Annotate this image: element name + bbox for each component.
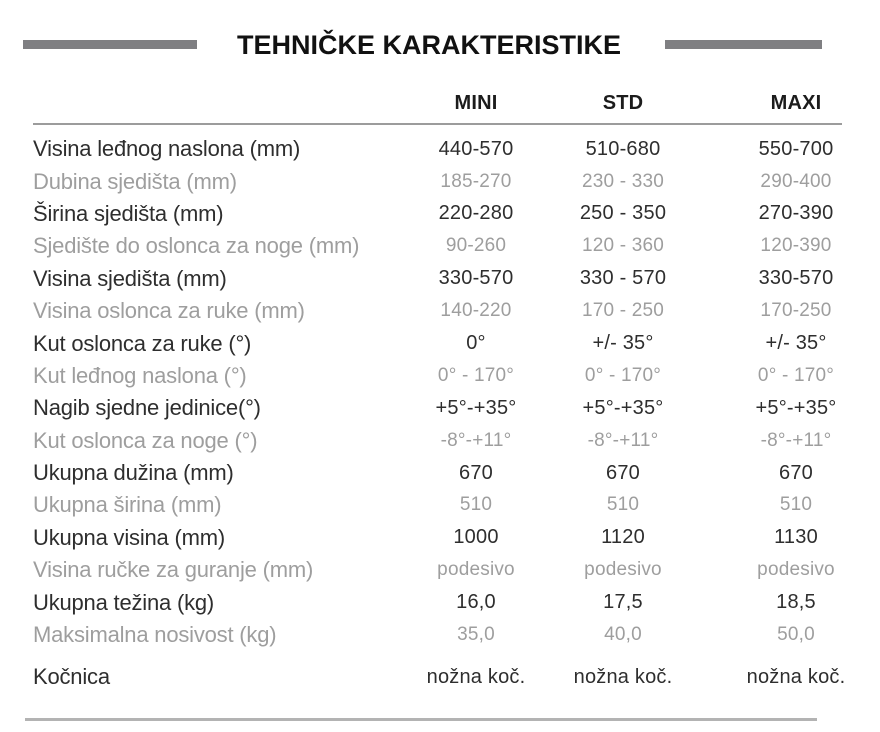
table-row	[33, 489, 880, 521]
row-label: Ukupna širina (mm)	[33, 492, 222, 518]
value-mini: 330-570	[438, 267, 514, 290]
value-std: +/- 35°	[592, 332, 654, 355]
value-std: podesivo	[584, 559, 662, 581]
value-std: 40,0	[604, 624, 642, 646]
column-header-std: STD	[602, 91, 644, 114]
table-row	[33, 661, 880, 693]
table-row	[33, 360, 880, 392]
row-label: Visina oslonca za ruke (mm)	[33, 298, 305, 324]
value-mini: +5°-+35°	[435, 396, 517, 419]
table-row	[33, 263, 880, 295]
value-mini: 0° - 170°	[437, 364, 515, 386]
table-row	[33, 554, 880, 586]
header-divider	[33, 123, 842, 125]
value-mini: 0°	[466, 332, 486, 355]
value-maxi: 510	[779, 494, 813, 516]
table-row	[33, 198, 880, 230]
row-label: Visina sjedišta (mm)	[33, 265, 227, 291]
value-mini: nožna koč.	[426, 665, 526, 688]
value-mini: 440-570	[438, 137, 514, 160]
table-row	[33, 522, 880, 554]
table-row	[33, 619, 880, 651]
value-std: 330 - 570	[579, 267, 667, 290]
value-std: 510	[606, 494, 640, 516]
value-mini: -8°-+11°	[440, 429, 512, 451]
row-label: Kut oslonca za noge (°)	[33, 427, 258, 453]
value-maxi: 50,0	[777, 624, 815, 646]
value-mini: 670	[459, 461, 493, 484]
row-label: Visina ručke za guranje (mm)	[33, 557, 314, 583]
value-maxi: 18,5	[776, 591, 816, 614]
row-label: Maksimalna nosivost (kg)	[33, 622, 277, 648]
column-header-mini: MINI	[454, 91, 498, 114]
value-maxi: -8°-+11°	[760, 429, 832, 451]
value-mini: 90-260	[445, 235, 507, 257]
row-label: Sjedište do oslonca za noge (mm)	[33, 233, 360, 259]
value-std: 510-680	[585, 137, 661, 160]
table-row	[33, 295, 880, 327]
value-std: +5°-+35°	[582, 396, 664, 419]
row-label: Kočnica	[33, 664, 110, 690]
value-mini: 140-220	[440, 300, 512, 322]
value-maxi: 0° - 170°	[757, 364, 835, 386]
value-maxi: 1130	[774, 526, 818, 549]
value-maxi: 330-570	[758, 267, 834, 290]
value-maxi: nožna koč.	[746, 665, 846, 688]
value-maxi: 270-390	[758, 202, 834, 225]
row-label: Dubina sjedišta (mm)	[33, 168, 237, 194]
row-label: Ukupna težina (kg)	[33, 589, 215, 615]
table-row	[33, 230, 880, 262]
value-mini: 220-280	[438, 202, 514, 225]
row-label: Kut leđnog naslona (°)	[33, 362, 247, 388]
row-label: Visina leđnog naslona (mm)	[33, 136, 301, 162]
value-std: 1120	[601, 526, 645, 549]
table-row	[33, 392, 880, 424]
row-label: Ukupna visina (mm)	[33, 524, 226, 550]
value-maxi: +/- 35°	[765, 332, 827, 355]
row-label: Širina sjedišta (mm)	[33, 200, 224, 226]
row-label: Ukupna dužina (mm)	[33, 460, 234, 486]
row-label: Kut oslonca za ruke (°)	[33, 330, 252, 356]
spec-table-body	[0, 133, 880, 694]
page-title: TEHNIČKE KARAKTERISTIKE	[236, 30, 621, 60]
value-std: 120 - 360	[581, 235, 665, 257]
value-std: 0° - 170°	[584, 364, 662, 386]
value-maxi: 120-390	[760, 235, 832, 257]
value-std: 170 - 250	[581, 300, 665, 322]
value-mini: podesivo	[437, 559, 515, 581]
value-std: 17,5	[603, 591, 643, 614]
value-std: nožna koč.	[573, 665, 673, 688]
value-mini: 16,0	[456, 591, 496, 614]
value-maxi: 170-250	[760, 300, 832, 322]
value-mini: 35,0	[457, 624, 495, 646]
table-row	[33, 457, 880, 489]
table-row	[33, 586, 880, 618]
value-std: 670	[606, 461, 640, 484]
value-std: 230 - 330	[581, 170, 665, 192]
value-maxi: 670	[779, 461, 813, 484]
row-label: Nagib sjedne jedinice(°)	[33, 395, 261, 421]
value-std: 250 - 350	[579, 202, 667, 225]
column-header-row	[33, 86, 880, 120]
table-row	[33, 133, 880, 165]
value-mini: 1000	[453, 526, 499, 549]
value-mini: 185-270	[440, 170, 512, 192]
table-row	[33, 425, 880, 457]
table-row	[33, 327, 880, 359]
value-maxi: 550-700	[758, 137, 834, 160]
table-row	[33, 165, 880, 197]
value-mini: 510	[459, 494, 493, 516]
column-header-maxi: MAXI	[770, 91, 822, 114]
value-maxi: 290-400	[760, 170, 832, 192]
title-bar-right	[665, 40, 822, 49]
value-maxi: +5°-+35°	[755, 396, 837, 419]
value-maxi: podesivo	[757, 559, 835, 581]
bottom-rule	[25, 718, 817, 721]
value-std: -8°-+11°	[587, 429, 659, 451]
